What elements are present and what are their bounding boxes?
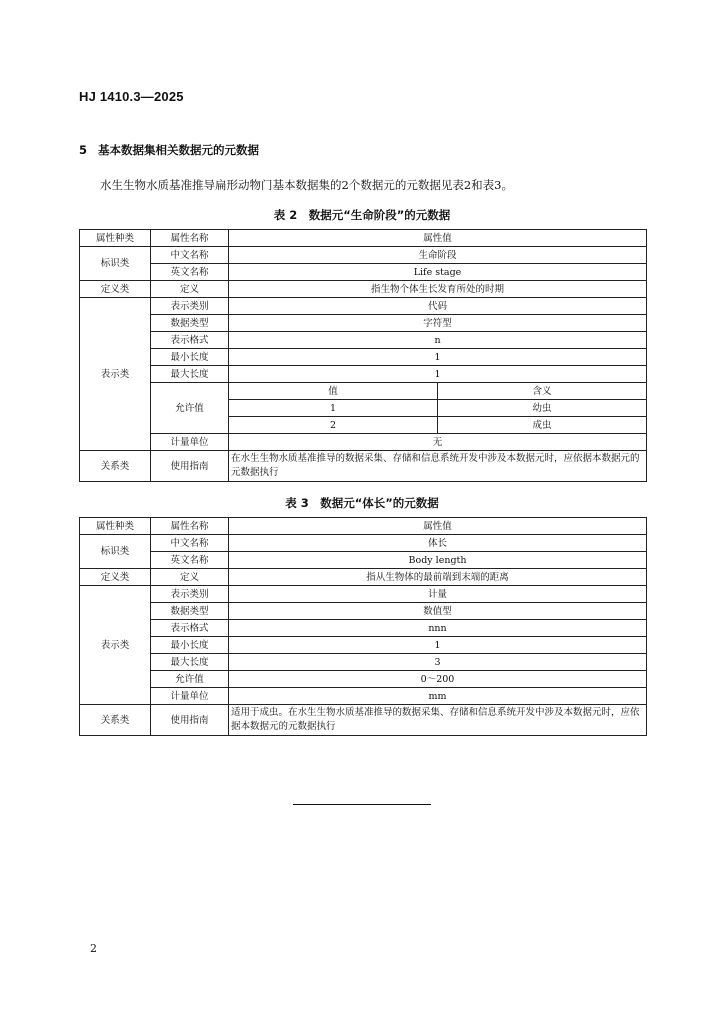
attr-label: 计量单位 <box>151 434 229 451</box>
category-representation: 表示类 <box>80 298 151 451</box>
attr-value: Life stage <box>229 264 647 281</box>
category-definition: 定义类 <box>80 569 151 586</box>
attr-label: 最大长度 <box>151 654 229 671</box>
table-row <box>80 298 647 315</box>
attr-label: 英文名称 <box>151 264 229 281</box>
table3-caption: 表 3 数据元“体长”的元数据 <box>285 496 439 510</box>
table-row <box>80 688 647 705</box>
attr-label: 表示格式 <box>151 620 229 637</box>
attr-label: 数据类型 <box>151 603 229 620</box>
table-row <box>80 332 647 349</box>
intro-paragraph: 水生生物水质基准推导扁形动物门基本数据集的2个数据元的元数据见表2和表3。 <box>100 178 513 192</box>
table-row <box>80 671 647 688</box>
attr-label: 英文名称 <box>151 552 229 569</box>
table-header-row <box>80 230 647 247</box>
allowed-header-meaning: 含义 <box>438 383 647 400</box>
table-row <box>80 705 647 736</box>
table3-body-length <box>79 517 647 736</box>
table-row <box>80 586 647 603</box>
table-row <box>80 281 647 298</box>
header-category: 属性种类 <box>80 518 151 535</box>
table-row <box>80 349 647 366</box>
attr-label: 定义 <box>151 281 229 298</box>
category-representation: 表示类 <box>80 586 151 705</box>
attr-label: 数据类型 <box>151 315 229 332</box>
attr-label: 最小长度 <box>151 349 229 366</box>
category-definition: 定义类 <box>80 281 151 298</box>
allowed-value-row <box>229 417 646 434</box>
attr-value: 字符型 <box>229 315 647 332</box>
page-number: 2 <box>90 942 97 955</box>
attr-label: 使用指南 <box>151 705 229 736</box>
header-category: 属性种类 <box>80 230 151 247</box>
allowed-meaning: 幼虫 <box>438 400 647 417</box>
table-row <box>80 552 647 569</box>
allowed-values-header <box>229 383 646 400</box>
usage-guide: 适用于成虫。在水生生物水质基准推导的数据采集、存储和信息系统开发中涉及本数据元时，应依据本数据元的元数据执行 <box>229 705 647 736</box>
document-code: HJ 1410.3—2025 <box>79 89 184 104</box>
table-row <box>80 451 647 482</box>
attr-label: 最小长度 <box>151 637 229 654</box>
table-row <box>80 654 647 671</box>
attr-label: 允许值 <box>151 671 229 688</box>
attr-value: 3 <box>229 654 647 671</box>
table-row <box>80 569 647 586</box>
table-row <box>80 603 647 620</box>
table2-life-stage <box>79 229 647 482</box>
table-row <box>80 247 647 264</box>
attr-value: 数值型 <box>229 603 647 620</box>
attr-value: n <box>229 332 647 349</box>
table-row <box>80 264 647 281</box>
attr-label: 中文名称 <box>151 247 229 264</box>
attr-label: 最大长度 <box>151 366 229 383</box>
table-header-row <box>80 518 647 535</box>
attr-value: 生命阶段 <box>229 247 647 264</box>
attr-label: 计量单位 <box>151 688 229 705</box>
section-number: 5 <box>79 143 88 157</box>
table-row <box>80 383 647 434</box>
usage-guide: 在水生生物水质基准推导的数据采集、存储和信息系统开发中涉及本数据元时，应依据本数据元的元数据执行 <box>229 451 647 482</box>
allowed-code: 2 <box>229 417 438 434</box>
table-row <box>80 620 647 637</box>
section-title: 基本数据集相关数据元的元数据 <box>98 143 259 157</box>
section-heading <box>79 142 259 158</box>
allowed-header-value: 值 <box>229 383 438 400</box>
attr-value: mm <box>229 688 647 705</box>
allowed-meaning: 成虫 <box>532 419 552 431</box>
attr-value: nnn <box>229 620 647 637</box>
allowed-value-row <box>229 400 646 417</box>
attr-value: 计量 <box>229 586 647 603</box>
category-relation: 关系类 <box>80 451 151 482</box>
table-row <box>80 637 647 654</box>
attr-value: Body length <box>229 552 647 569</box>
attr-label: 表示类别 <box>151 586 229 603</box>
attr-value: 无 <box>229 434 647 451</box>
allowed-values-cell <box>229 383 647 434</box>
table-row <box>80 535 647 552</box>
attr-value: 1 <box>229 637 647 654</box>
table-row <box>80 315 647 332</box>
table-row <box>80 434 647 451</box>
header-attribute: 属性名称 <box>151 518 229 535</box>
attr-value: 1 <box>229 349 647 366</box>
attr-value: 代码 <box>229 298 647 315</box>
header-value: 属性值 <box>229 230 647 247</box>
allowed-values-table <box>229 383 646 433</box>
attr-label: 定义 <box>151 569 229 586</box>
category-identification: 标识类 <box>80 247 151 281</box>
attr-value: 1 <box>229 366 647 383</box>
allowed-code: 1 <box>229 400 438 417</box>
header-attribute: 属性名称 <box>151 230 229 247</box>
category-relation: 关系类 <box>80 705 151 736</box>
header-value: 属性值 <box>229 518 647 535</box>
category-identification: 标识类 <box>80 535 151 569</box>
attr-label: 中文名称 <box>151 535 229 552</box>
end-rule <box>293 804 431 805</box>
attr-value: 指从生物体的最前端到末端的距离 <box>229 569 647 586</box>
attr-value: 指生物个体生长发育所处的时期 <box>229 281 647 298</box>
attr-label: 使用指南 <box>151 451 229 482</box>
attr-label: 表示格式 <box>151 332 229 349</box>
attr-label: 允许值 <box>151 383 229 434</box>
attr-value: 体长 <box>229 535 647 552</box>
attr-value: 0～200 <box>229 671 647 688</box>
table-row <box>80 366 647 383</box>
table2-caption: 表 2 数据元“生命阶段”的元数据 <box>273 208 451 222</box>
attr-label: 表示类别 <box>151 298 229 315</box>
